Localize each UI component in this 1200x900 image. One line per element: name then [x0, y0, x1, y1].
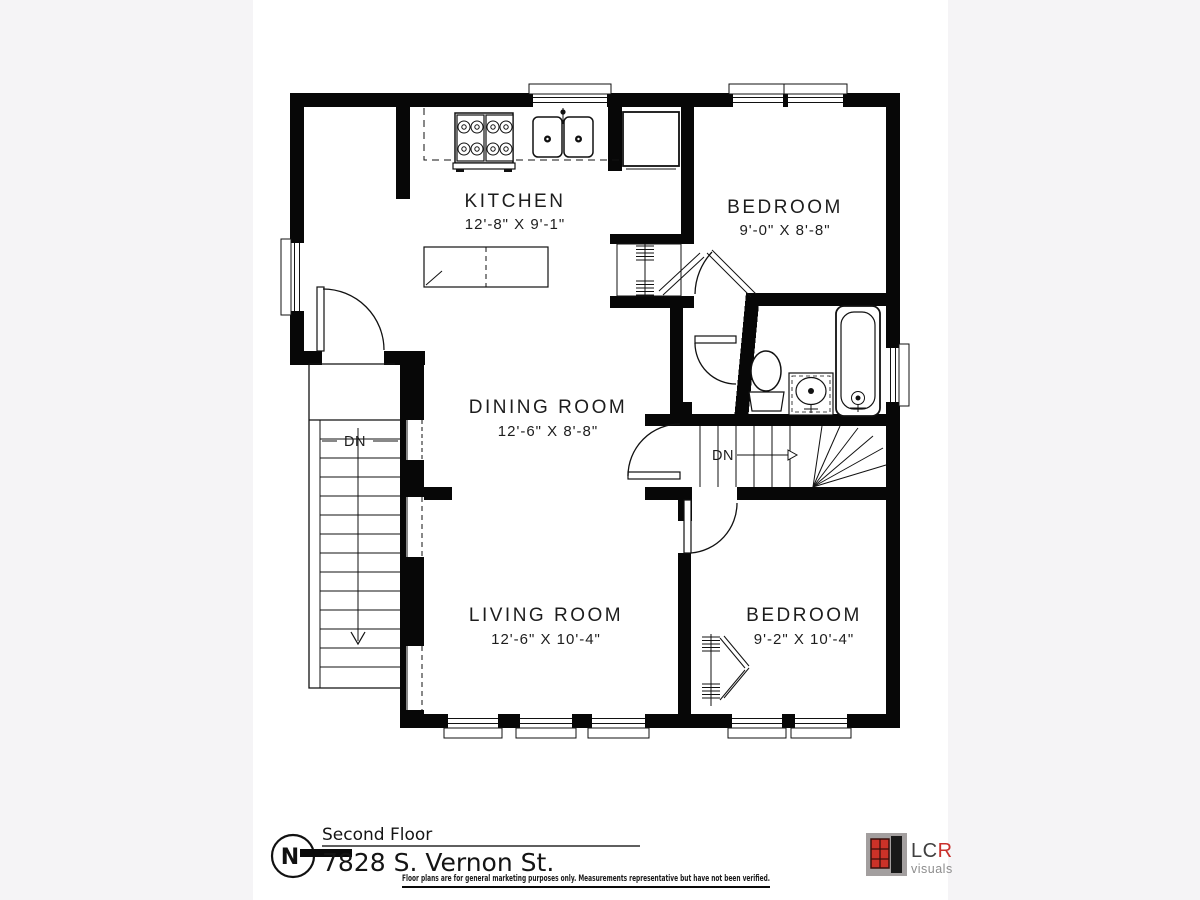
- room-dims-bedroom-2: 9'-2" X 10'-4": [753, 631, 855, 648]
- room-dims-dining: 12'-6" X 8'-8": [497, 423, 599, 440]
- title-block: [272, 825, 770, 887]
- room-dims-kitchen: 12'-8" X 9'-1": [464, 216, 566, 233]
- logo-accent-letter: R: [937, 840, 953, 862]
- disclaimer: Floor plans are for general marketing purposes only. Measurements representative but have not been verified.: [402, 873, 770, 883]
- dining-door-icon: [628, 424, 680, 479]
- compass-letter: N: [280, 845, 300, 870]
- floor-label: Second Floor: [322, 825, 433, 845]
- logo-prefix: LC: [911, 840, 938, 862]
- bathtub-icon: [836, 306, 880, 416]
- double-sink-icon: [533, 108, 593, 157]
- room-label-bedroom-2: BEDROOM: [746, 605, 862, 626]
- bathroom-door-icon: [695, 336, 736, 384]
- room-label-dining: DINING ROOM: [468, 397, 628, 418]
- window-icon: [529, 84, 611, 94]
- logo-tagline: visuals: [911, 862, 953, 876]
- exterior-stairs: [309, 364, 400, 688]
- bathroom-fixtures: [749, 306, 880, 416]
- room-label-bedroom-1: BEDROOM: [727, 197, 843, 218]
- stair-direction-arrow: [788, 450, 797, 460]
- bifold-door-icon: [720, 636, 749, 700]
- bedroom-door-icon: [695, 250, 756, 297]
- window-icon: [784, 84, 847, 94]
- right-margin: [948, 0, 1200, 900]
- window-icon: [899, 344, 909, 406]
- stairs-dn-label: DN: [344, 434, 366, 450]
- stairs-dn-label: DN: [712, 448, 734, 464]
- refrigerator-icon: [623, 112, 679, 169]
- closet-rod-icon: [617, 244, 681, 296]
- lcr-logo: [866, 833, 953, 876]
- logo-wordmark: [911, 840, 953, 862]
- toilet-icon: [749, 351, 784, 411]
- address: 7828 S. Vernon St.: [322, 848, 555, 877]
- peninsula-counter: [424, 247, 548, 287]
- vanity-sink-icon: [789, 373, 833, 415]
- window-icon: [281, 239, 291, 315]
- closet-rod-icon: [702, 634, 720, 706]
- room-dims-bedroom-1: 9'-0" X 8'-8": [739, 222, 831, 239]
- room-label-living: LIVING ROOM: [468, 605, 624, 626]
- window-icon: [729, 84, 787, 94]
- stove-icon: [453, 113, 515, 172]
- room-label-kitchen: KITCHEN: [464, 191, 566, 212]
- room-dims-living: 12'-6" X 10'-4": [491, 631, 601, 648]
- entry-door-icon: [317, 287, 384, 351]
- left-margin: [0, 0, 253, 900]
- interior-stairs: [700, 426, 886, 487]
- logo-bar: [891, 836, 902, 873]
